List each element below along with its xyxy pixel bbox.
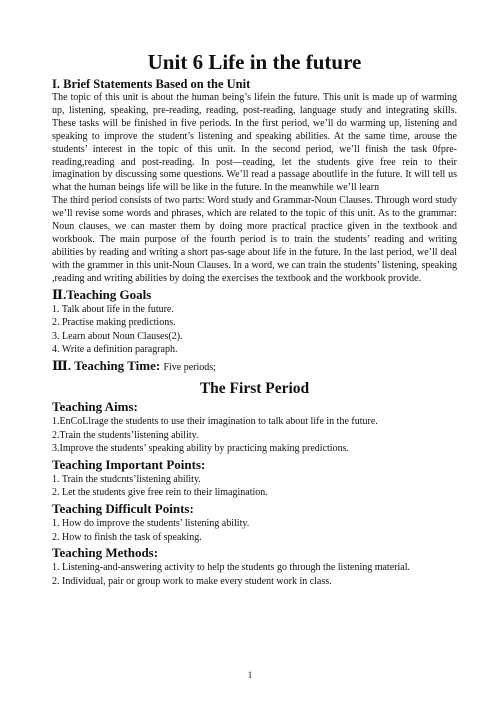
list-item: 3. Learn about Noun Clauses(2). <box>52 330 183 342</box>
list-item: 1. Train the studcnts’listening ability. <box>52 473 201 485</box>
page-number: 1 <box>247 670 253 680</box>
list-item: 1. Listening-and-answering activity to help the students go through the listening material. <box>52 562 410 574</box>
list-item: 1. Talk about life in the future. <box>52 303 174 315</box>
list-item: 2. Individual, pair or group work to make every student work in class. <box>52 575 332 587</box>
list-item: 1.EnCoLlrage the students to use their imagination to talk about life in the future. <box>52 415 378 427</box>
list-item: 2. Let the students give free rein to their limagination. <box>52 487 268 499</box>
paragraph-unit-overview: The topic of this unit is about the human being’s lifein the future. This unit is made up of warming up, listening, speaking, pre-reading, reading, post-reading, language study and integrating skills. These tasks will be finished in five periods. In the first period, we’ll do warming up, listening and speaking to improve the student’s listening and speaking abilities. At the same time, arouse the students’ interest in the topic of this unit. In the second period, we’ll finish the task 0fpre-reading,reading and post-reading. In post—reading, let the students give free rein to their imagination by discussing some questions. We’ll read a passage aboutlife in the future. It will tell us what the human beings life will be like in the future. In the meanwhile we’ll learn <box>52 92 457 194</box>
list-item: 1. How do improve the students’ listening ability. <box>52 517 250 529</box>
list-item: 2. Practise making predictions. <box>52 317 176 329</box>
important-points-heading: Teaching Important Points: <box>52 456 206 472</box>
section-heading-brief-statements: I. Brief Statements Based on the Unit <box>52 77 251 91</box>
document-page <box>52 50 457 588</box>
list-item: 2.Train the students’listening ability. <box>52 429 199 441</box>
paragraph-periods: The third period consists of two parts: Word study and Grammar-Noun Clauses. Through word study we’ll revise some words and phrases, which are related to the topic of this unit. As to the grammar: Noun clauses, we can master them by doing more practical practice given in the textbook and workbook. The main purpose of the fourth period is to train the students’ reading and writing abilities by reading and writing a short pas-sage about life in the future. In the last period, we’ll deal with the grammer in this unit-Noun Clauses. In a word, we can train the students’ listening, speaking ,reading and writing abilities by doing the exercises the textbook and the workbook provide. <box>52 195 457 284</box>
teaching-methods-heading: Teaching Methods: <box>52 545 159 561</box>
teaching-time-label: Ⅲ. Teaching Time: <box>52 357 161 373</box>
list-item: 2. How to finish the task of speaking. <box>52 531 202 543</box>
period-heading: The First Period <box>199 379 310 397</box>
section-heading-teaching-time <box>52 358 457 376</box>
teaching-aims-heading: Teaching Aims: <box>52 398 138 414</box>
document-title: Unit 6 Life in the future <box>147 50 362 74</box>
teaching-time-value: Five periods; <box>163 361 216 373</box>
list-item: 3.Improve the students’ speaking ability by practicing making predictions. <box>52 443 349 455</box>
list-item: 4. Write a definition paragraph. <box>52 344 178 356</box>
difficult-points-heading: Teaching Difficult Points: <box>52 500 194 516</box>
section-heading-teaching-goals: Ⅱ.Teaching Goals <box>52 286 152 302</box>
